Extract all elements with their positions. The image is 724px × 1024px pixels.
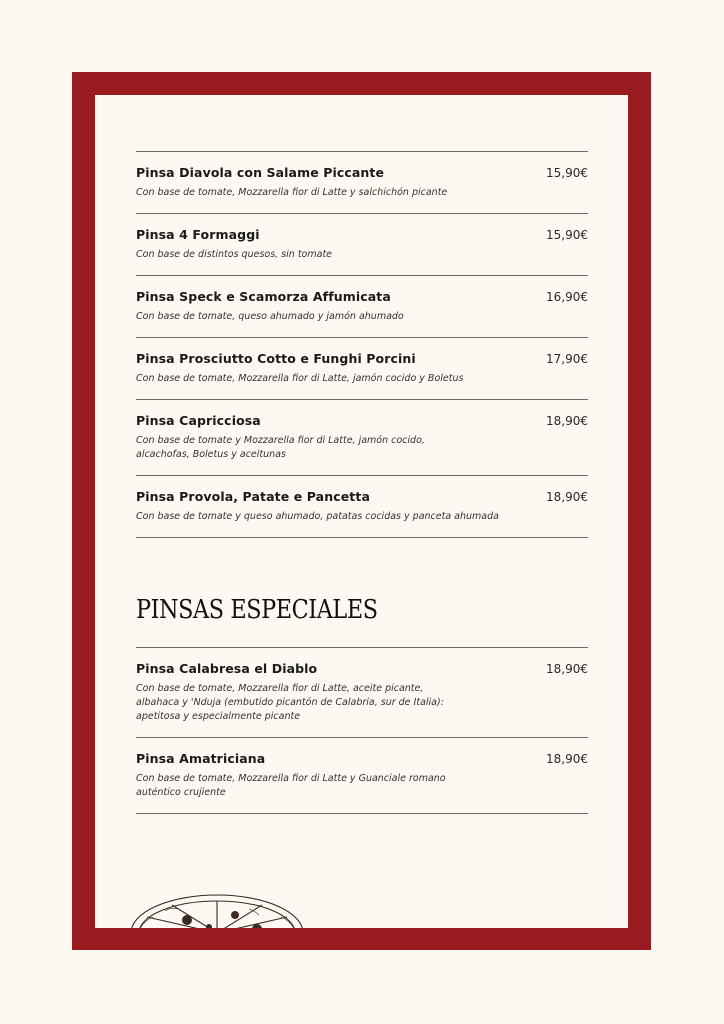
menu-item [136, 648, 588, 737]
item-price: 17,90€ [546, 352, 588, 366]
item-description: Con base de tomate, Mozzarella fior di Latte, aceite picante, albahaca y 'Nduja (embutido picantón de Calabria, sur de Italia): apetitosa y especialmente picante [136, 683, 444, 722]
item-description: Con base de tomate, Mozzarella fior di Latte, jamón cocido y Boletus [136, 373, 464, 384]
menu-item [136, 738, 588, 813]
menu-item [136, 400, 588, 475]
divider [136, 537, 588, 538]
section-title: PINSAS ESPECIALES [136, 595, 378, 625]
menu-item [136, 338, 588, 399]
item-description: Con base de tomate, Mozzarella fior di Latte y salchichón picante [136, 187, 448, 198]
menu-item [136, 476, 588, 537]
item-price: 15,90€ [546, 228, 588, 242]
item-price: 18,90€ [546, 414, 588, 428]
item-description: Con base de tomate y Mozzarella fior di Latte, jamón cocido, alcachofas, Boletus y aceitunas [136, 435, 425, 460]
item-name: Pinsa Diavola con Salame Piccante [136, 165, 385, 180]
item-description: Con base de tomate y queso ahumado, patatas cocidas y panceta ahumada [136, 511, 499, 522]
item-description: Con base de tomate, queso ahumado y jamón ahumado [136, 311, 404, 322]
item-name: Pinsa Speck e Scamorza Affumicata [136, 289, 391, 304]
item-price: 15,90€ [546, 166, 588, 180]
item-price: 18,90€ [546, 662, 588, 676]
item-name: Pinsa Provola, Patate e Pancetta [136, 489, 370, 504]
item-name: Pinsa Calabresa el Diablo [136, 661, 318, 676]
item-description: Con base de distintos quesos, sin tomate [136, 249, 333, 260]
pizza-sketch-icon [117, 865, 307, 928]
menu-content [136, 151, 588, 814]
item-name: Pinsa Amatriciana [136, 751, 266, 766]
menu-page [95, 95, 628, 928]
item-price: 16,90€ [546, 290, 588, 304]
item-price: 18,90€ [546, 490, 588, 504]
menu-item [136, 152, 588, 213]
item-name: Pinsa Capricciosa [136, 413, 261, 428]
item-description: Con base de tomate, Mozzarella fior di Latte y Guanciale romano auténtico crujiente [136, 773, 446, 798]
item-name: Pinsa Prosciutto Cotto e Funghi Porcini [136, 351, 416, 366]
menu-item [136, 214, 588, 275]
item-price: 18,90€ [546, 752, 588, 766]
item-name: Pinsa 4 Formaggi [136, 227, 260, 242]
menu-item [136, 276, 588, 337]
divider [136, 813, 588, 814]
